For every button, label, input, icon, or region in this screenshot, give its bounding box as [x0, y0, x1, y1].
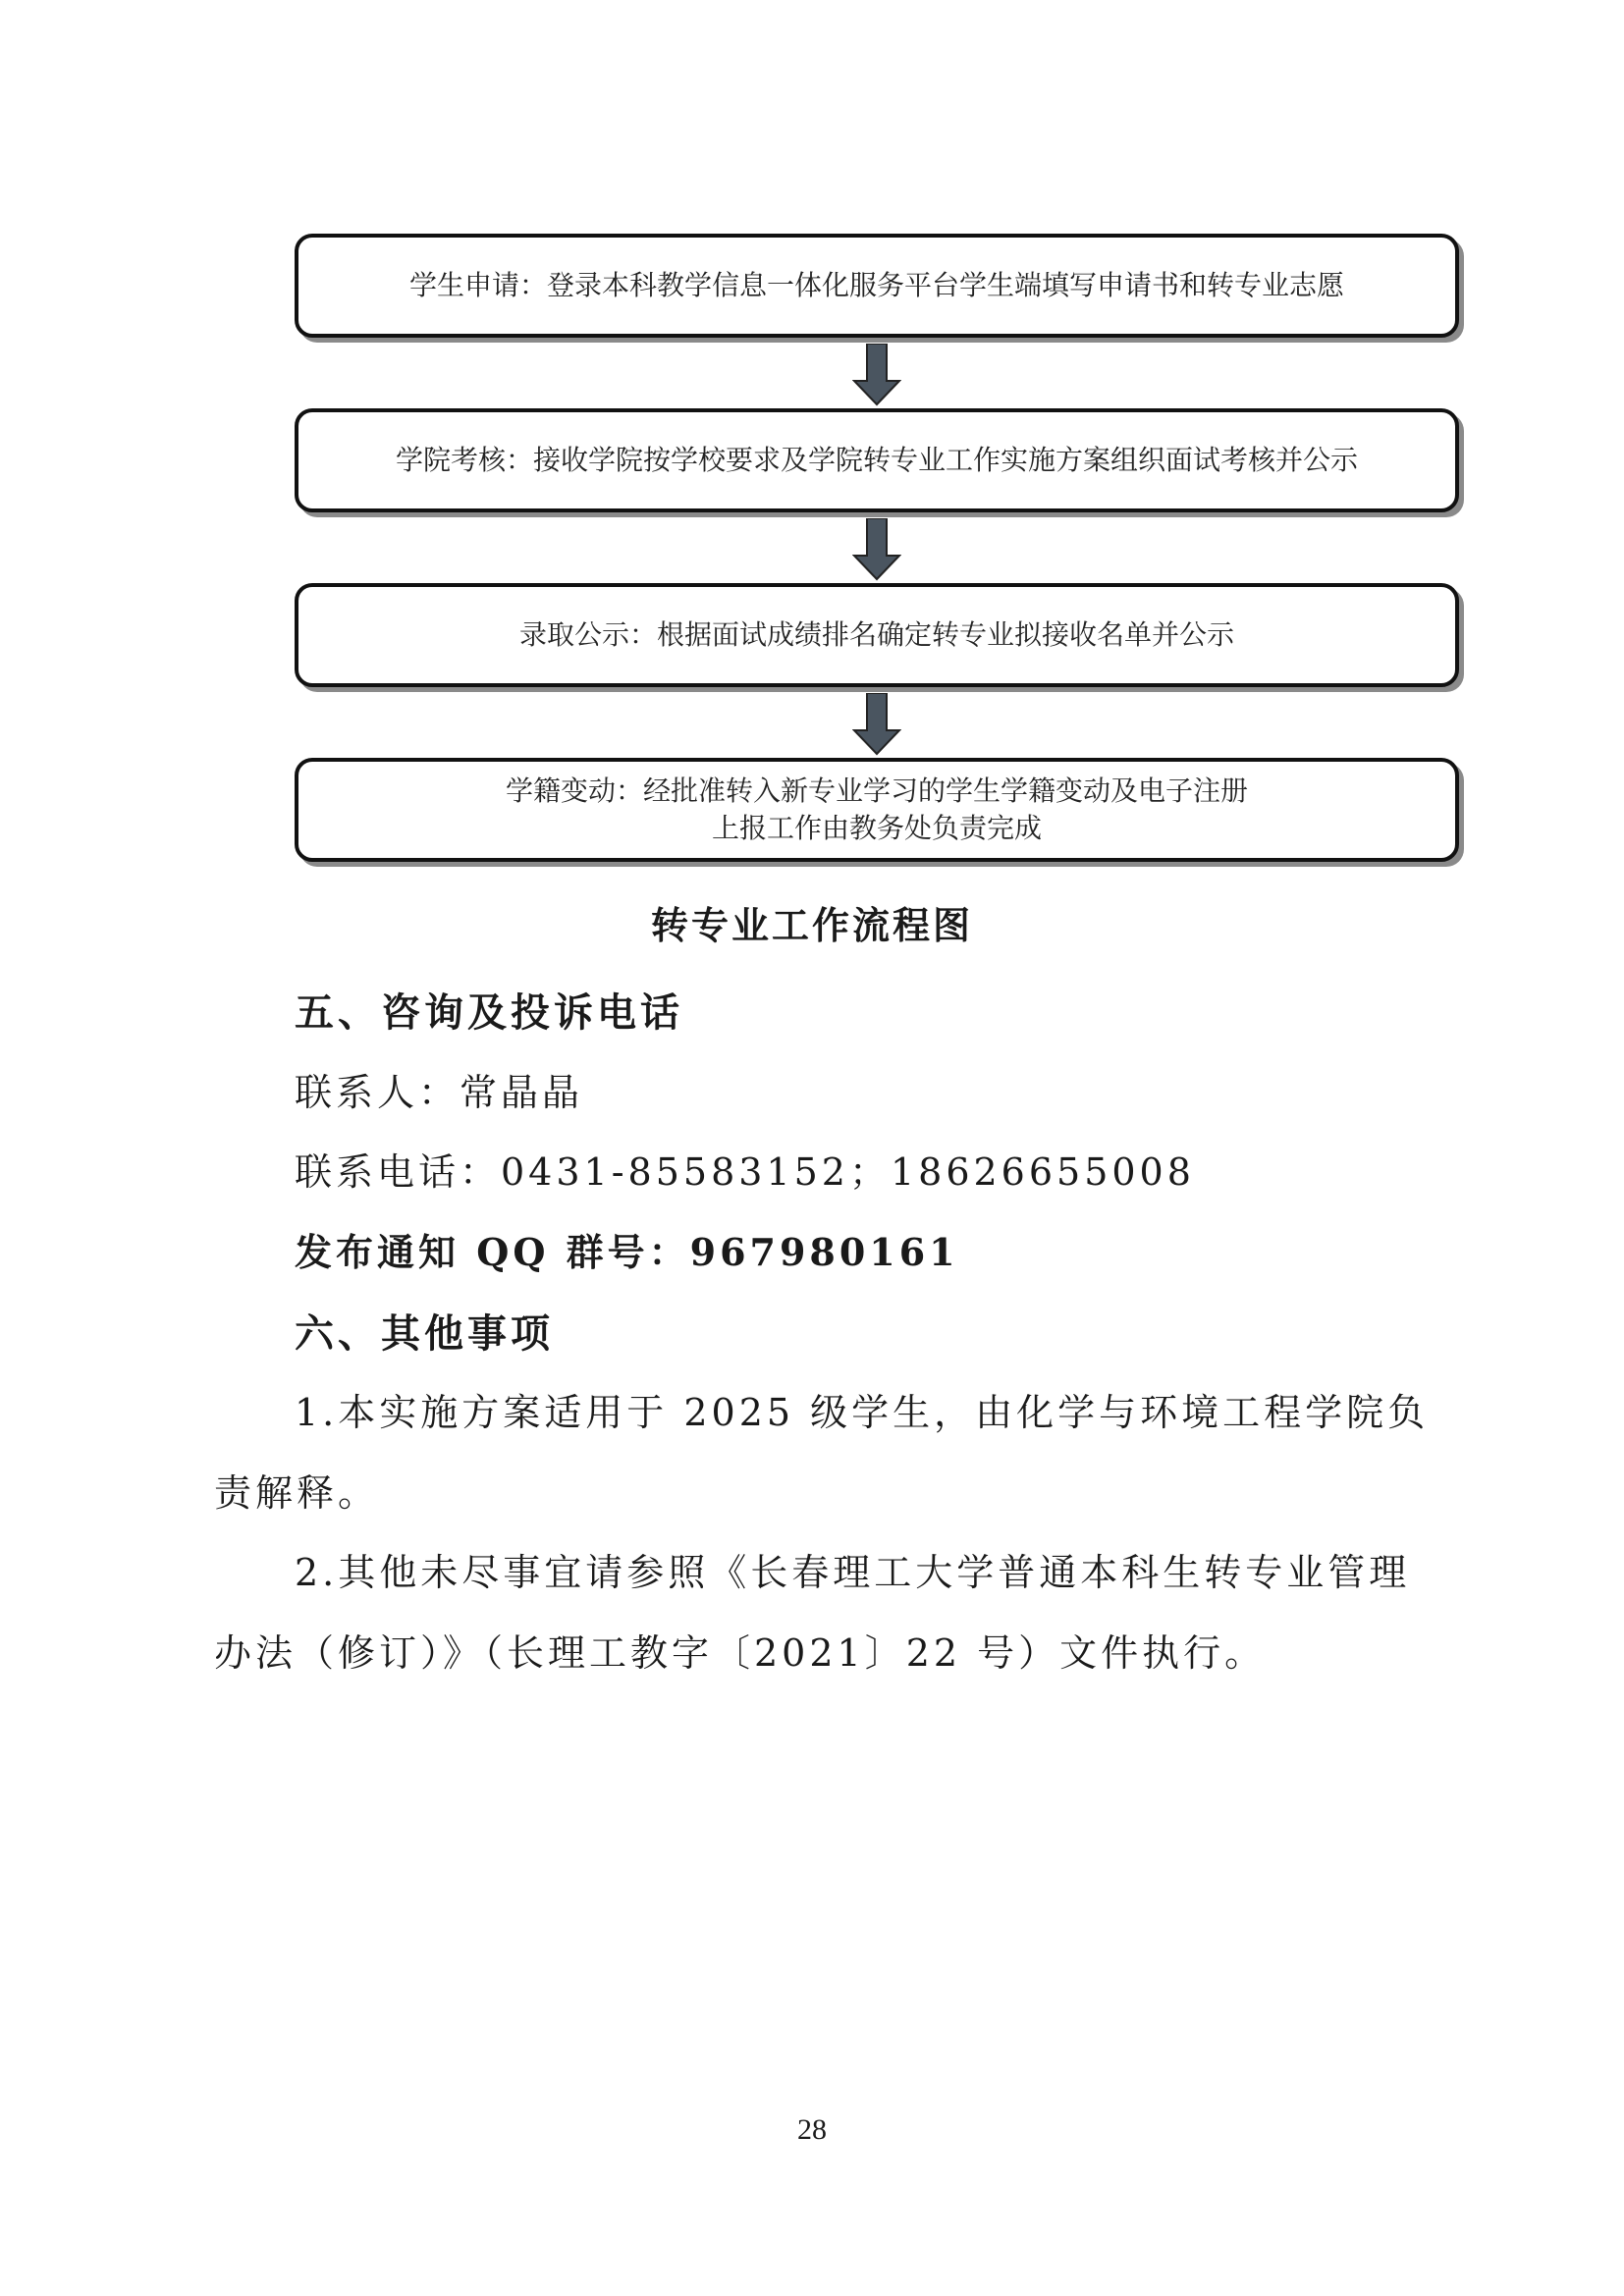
item1-line1: 1.本实施方案适用于 2025 级学生，由化学与环境工程学院负	[295, 1391, 1430, 1434]
page-number: 28	[797, 2113, 827, 2146]
item2-line1: 2.其他未尽事宜请参照《长春理工大学普通本科生转专业管理	[295, 1551, 1411, 1594]
flowchart-caption: 转专业工作流程图	[650, 903, 973, 947]
down-arrow-icon	[852, 518, 901, 581]
flow-step-apply-text: 学生申请：登录本科教学信息一体化服务平台学生端填写申请书和转专业志愿	[408, 269, 1344, 301]
item2-line2: 办法（修订）》（长理工教字〔2021〕22 号）文件执行。	[214, 1631, 1267, 1675]
flow-step-assess	[295, 408, 1459, 512]
down-arrow-icon	[852, 344, 901, 406]
flow-step-register-text-1: 学籍变动：经批准转入新专业学习的学生学籍变动及电子注册	[505, 774, 1248, 807]
qq-group: 发布通知 QQ 群号：967980161	[295, 1230, 959, 1274]
flow-step-register-text-2: 上报工作由教务处负责完成	[711, 812, 1042, 844]
flow-step-apply	[295, 234, 1459, 338]
down-arrow-icon	[852, 693, 901, 756]
flow-step-admit	[295, 583, 1459, 687]
section6-heading: 六、其他事项	[295, 1310, 554, 1357]
flow-step-admit-text: 录取公示：根据面试成绩排名确定转专业拟接收名单并公示	[518, 618, 1234, 651]
contact-phone: 联系电话：0431-85583152；18626655008	[295, 1150, 1195, 1194]
flow-step-assess-text: 学院考核：接收学院按学校要求及学院转专业工作实施方案组织面试考核并公示	[395, 444, 1358, 476]
item1-line2: 责解释。	[214, 1471, 380, 1515]
flow-step-register	[295, 758, 1459, 862]
section5-heading: 五、咨询及投诉电话	[295, 989, 683, 1036]
contact-person: 联系人：常晶晶	[295, 1071, 584, 1114]
